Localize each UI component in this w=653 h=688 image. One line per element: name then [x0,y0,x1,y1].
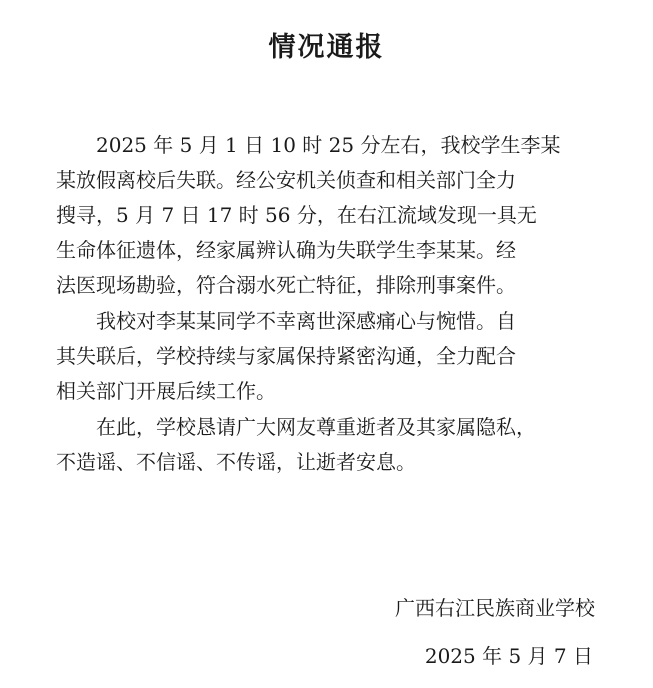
text-line: 我校对李某某同学不幸离世深感痛心与惋惜。自 [96,309,516,333]
text-line: 法医现场勘验，符合溺水死亡特征，排除刑事案件。 [56,273,516,297]
paragraph-1 [56,128,604,303]
text-line: 生命体征遗体，经家属辨认确为失联学生李某某。经 [56,238,516,262]
signature-block [395,584,595,680]
paragraph-2 [56,304,604,409]
text-line: 相关部门开展后续工作。 [56,379,276,403]
text-line: 不造谣、不信谣、不传谣，让逝者安息。 [56,450,416,474]
issue-date: 2025 年 5 月 7 日 [424,644,593,668]
text-line: 2025 年 5 月 1 日 10 时 25 分左右，我校学生李某 [96,133,561,157]
text-line: 其失联后，学校持续与家属保持紧密沟通，全力配合 [56,344,516,368]
paragraph-3 [56,410,604,480]
document-body [56,128,604,480]
text-line: 某放假离校后失联。经公安机关侦查和相关部门全力 [56,168,516,192]
issuing-organization: 广西右江民族商业学校 [395,596,595,620]
text-line: 搜寻，5 月 7 日 17 时 56 分，在右江流域发现一具无 [56,203,537,227]
text-line: 在此，学校恳请广大网友尊重逝者及其家属隐私， [96,415,536,439]
document-title: 情况通报 [268,32,385,63]
